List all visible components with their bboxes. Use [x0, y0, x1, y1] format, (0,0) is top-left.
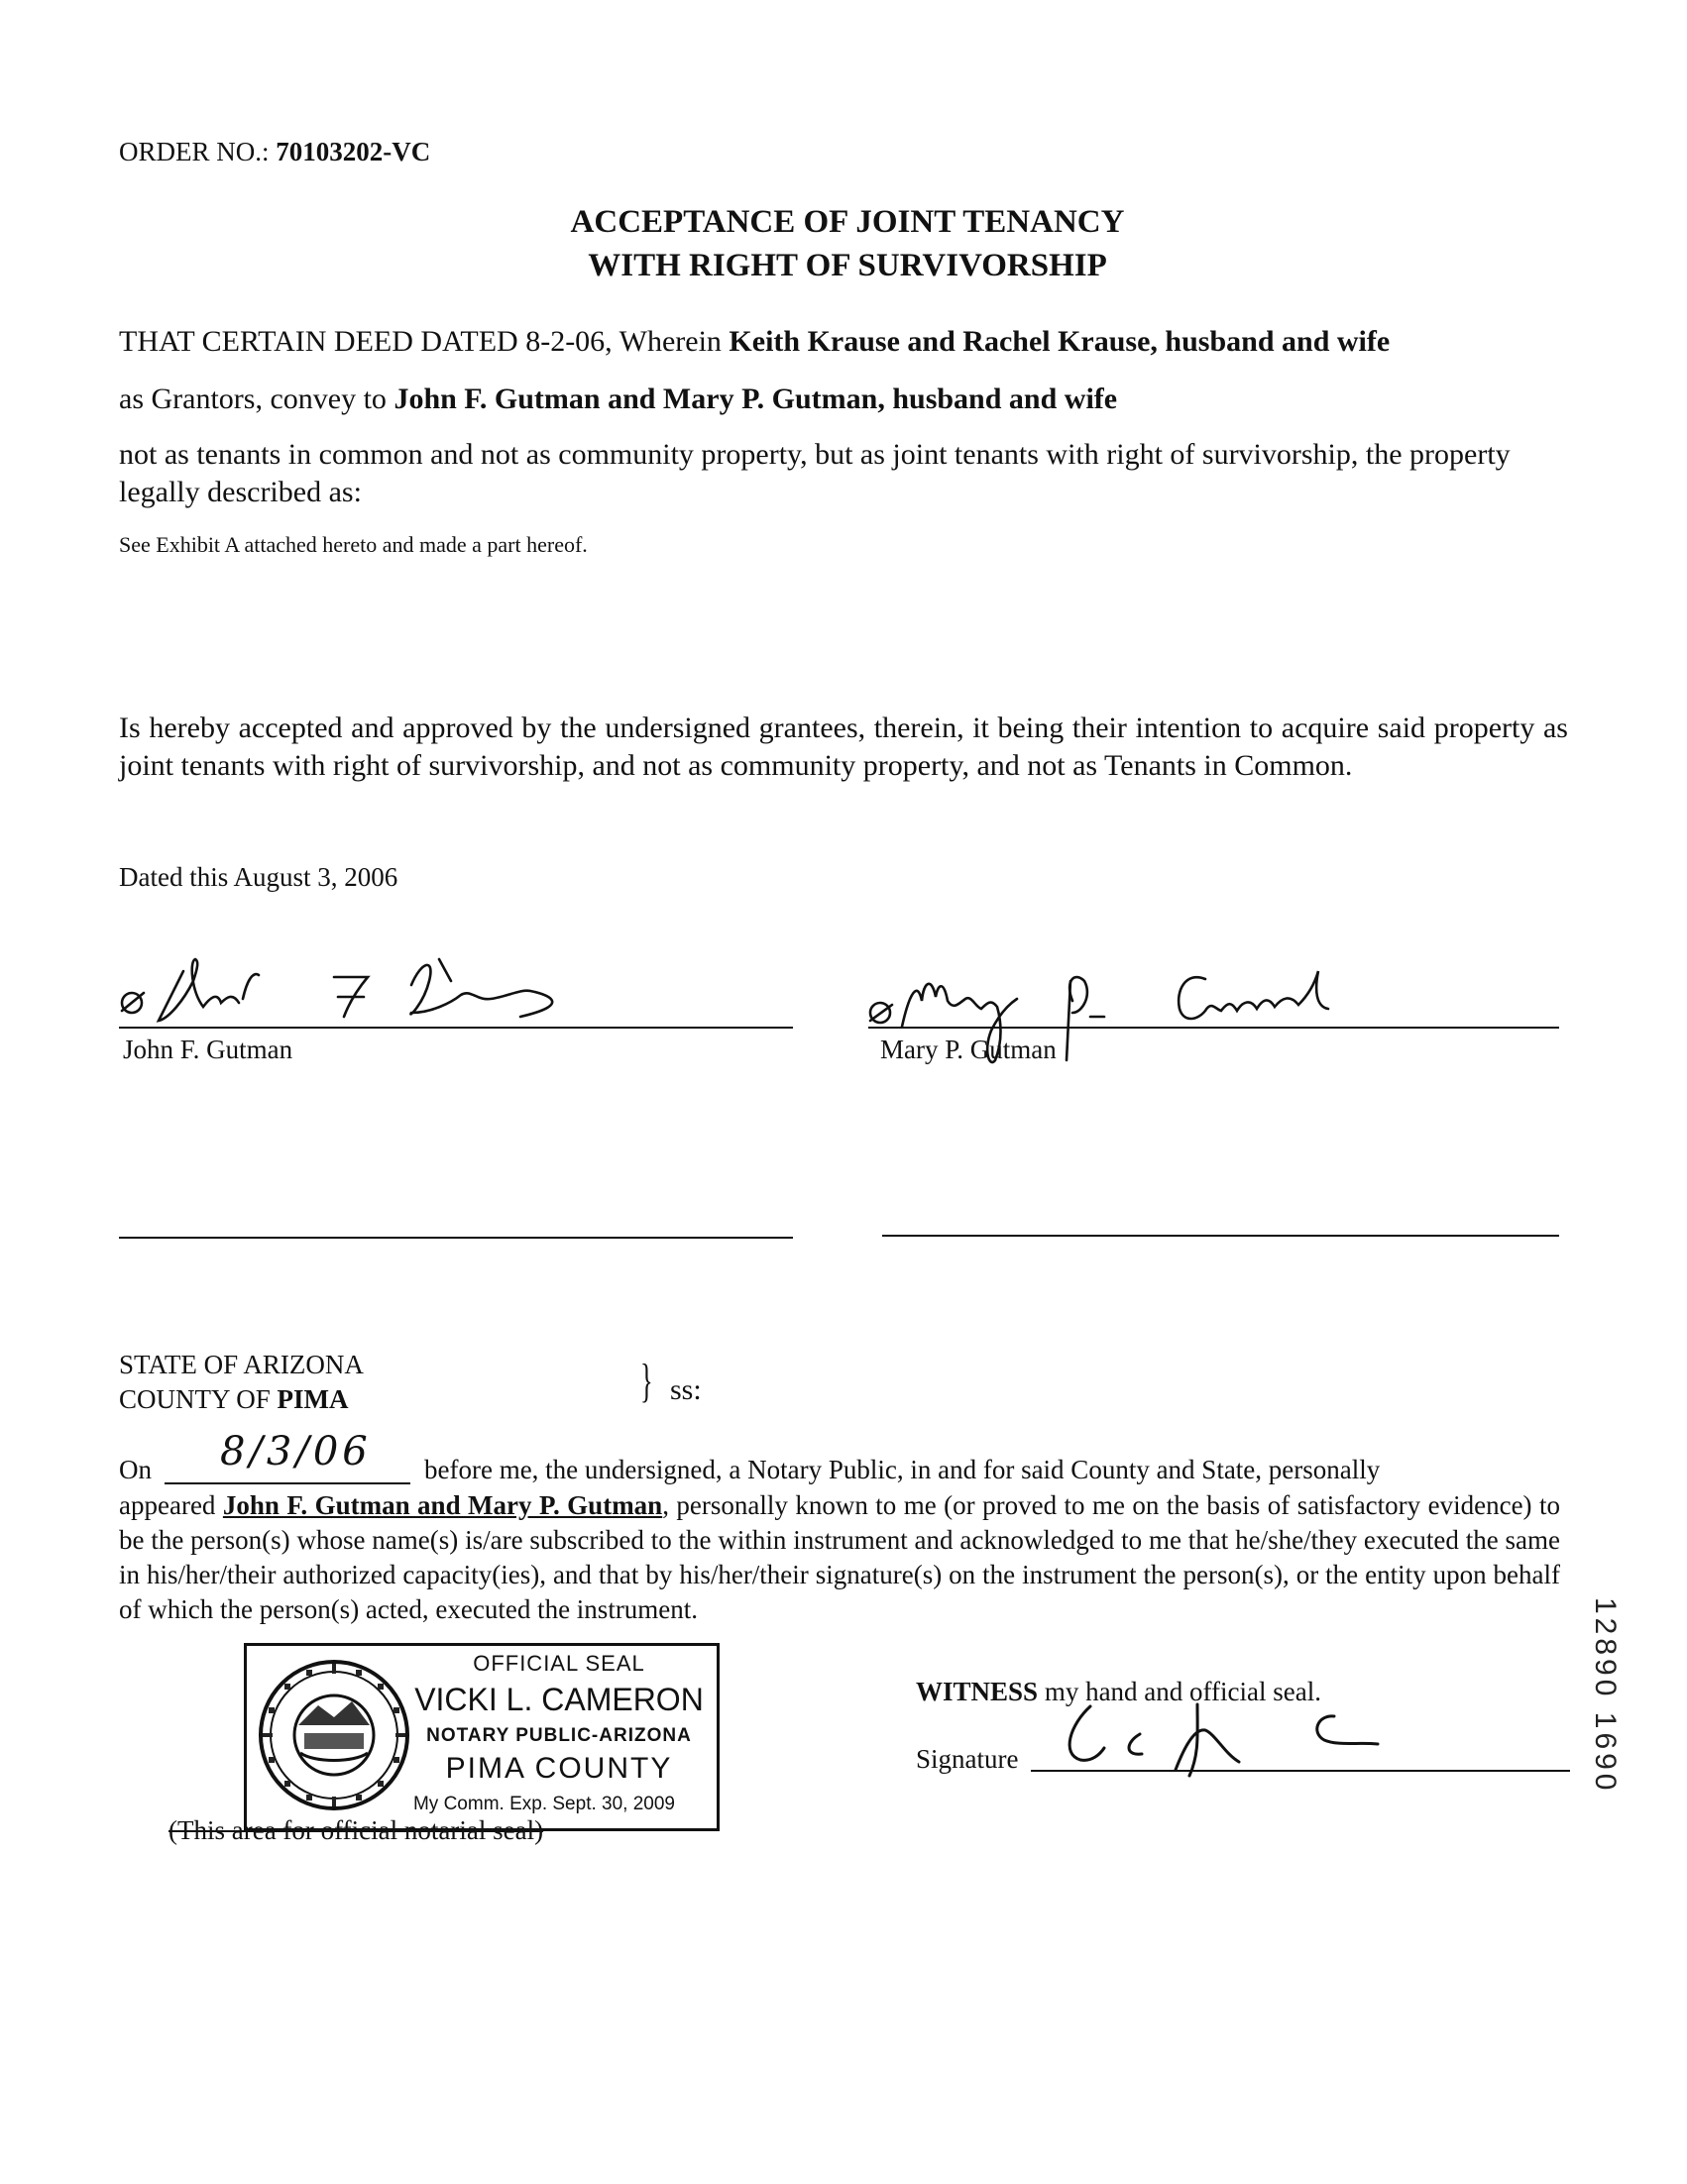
- deed-intro: THAT CERTAIN DEED DATED 8-2-06, Wherein: [119, 325, 730, 358]
- arizona-state-seal-icon: [255, 1656, 413, 1814]
- witness-label: WITNESS: [916, 1677, 1039, 1706]
- acceptance-paragraph: Is hereby accepted and approved by the undersigned grantees, therein, it being their intention to acquire said property as joint tenants with right of survivorship, and not as community property, and not as Tenants in Common.: [119, 711, 1568, 782]
- signer-name-mary: Mary P. Gutman: [880, 1035, 1057, 1064]
- document-title: [297, 200, 1398, 287]
- order-value: 70103202-VC: [276, 137, 431, 166]
- venue-county-label: COUNTY OF: [119, 1384, 278, 1414]
- exhibit-reference: See Exhibit A attached hereto and made a part hereof.: [119, 532, 588, 557]
- seal-notary-name: VICKI L. CAMERON: [414, 1682, 704, 1717]
- seal-county: PIMA COUNTY: [445, 1752, 673, 1785]
- notary-signature-label: Signature: [916, 1744, 1019, 1774]
- deed-line-grantors: [119, 323, 1556, 361]
- notary-signature-line: [1031, 1770, 1570, 1772]
- notary-date: 8/3/06: [220, 1429, 372, 1474]
- tenancy-clause: not as tenants in common and not as community property, but as joint tenants with right of survivorship, the property legally described as:: [119, 438, 1511, 508]
- grantees-names: John F. Gutman and Mary P. Gutman, husband and wife: [394, 382, 1118, 415]
- notary-text-body: [119, 1488, 1560, 1627]
- notary-text-2: , personally known to me (or proved to me on the basis of satisfactory evidence) to be the person(s) whose name(s) is/are subscribed to the within instrument and acknowledged to me that he/she/they executed the same in his/her/their authorized capacity(ies), and that by his/her/their signature(s) on the instrument the person(s), or the entity upon behalf of which the person(s) acted, executed the instrument.: [119, 1490, 1560, 1624]
- blank-signature-line-left: [119, 1237, 793, 1239]
- grantors-names: Keith Krause and Rachel Krause, husband and wife: [729, 325, 1391, 358]
- order-label: ORDER NO.:: [119, 137, 270, 166]
- title-line-2: WITH RIGHT OF SURVIVORSHIP: [588, 248, 1107, 283]
- dated-line: Dated this August 3, 2006: [119, 862, 398, 892]
- witness-text: my hand and official seal.: [1038, 1677, 1321, 1706]
- title-line-1: ACCEPTANCE OF JOINT TENANCY: [570, 204, 1125, 240]
- signer-name-john: John F. Gutman: [123, 1035, 293, 1064]
- seal-expiry: My Comm. Exp. Sept. 30, 2009: [412, 1794, 675, 1814]
- notary-date-line: [165, 1482, 410, 1484]
- venue-brace: }: [640, 1355, 653, 1407]
- blank-signature-line-right: [882, 1235, 1559, 1237]
- venue-county: PIMA: [277, 1384, 349, 1414]
- deed-line-grantees: [119, 381, 1556, 418]
- notary-text-1: before me, the undersigned, a Notary Public, in and for said County and State, personally: [424, 1455, 1381, 1484]
- order-number: [119, 135, 430, 169]
- venue-ss: ss:: [670, 1373, 702, 1406]
- signature-line-mary: [868, 1027, 1559, 1029]
- seal-heading: OFFICIAL SEAL: [473, 1651, 645, 1676]
- notary-signature: [1031, 1685, 1487, 1794]
- official-notary-seal: [244, 1643, 720, 1831]
- seal-area-caption: (This area for official notarial seal): [169, 1815, 544, 1845]
- john-gutman-signature: [114, 941, 629, 1036]
- notary-appeared: appeared: [119, 1490, 223, 1520]
- signature-line-john: [119, 1027, 793, 1029]
- notary-appearing-names: John F. Gutman and Mary P. Gutman: [222, 1490, 663, 1520]
- notary-on: On: [119, 1455, 152, 1484]
- seal-notary-title: NOTARY PUBLIC-ARIZONA: [426, 1725, 692, 1746]
- venue-block: [119, 1348, 364, 1417]
- recording-number: 12890 1690: [1589, 1597, 1622, 1795]
- venue-state: STATE OF ARIZONA: [119, 1350, 364, 1379]
- convey-text: as Grantors, convey to: [119, 382, 394, 415]
